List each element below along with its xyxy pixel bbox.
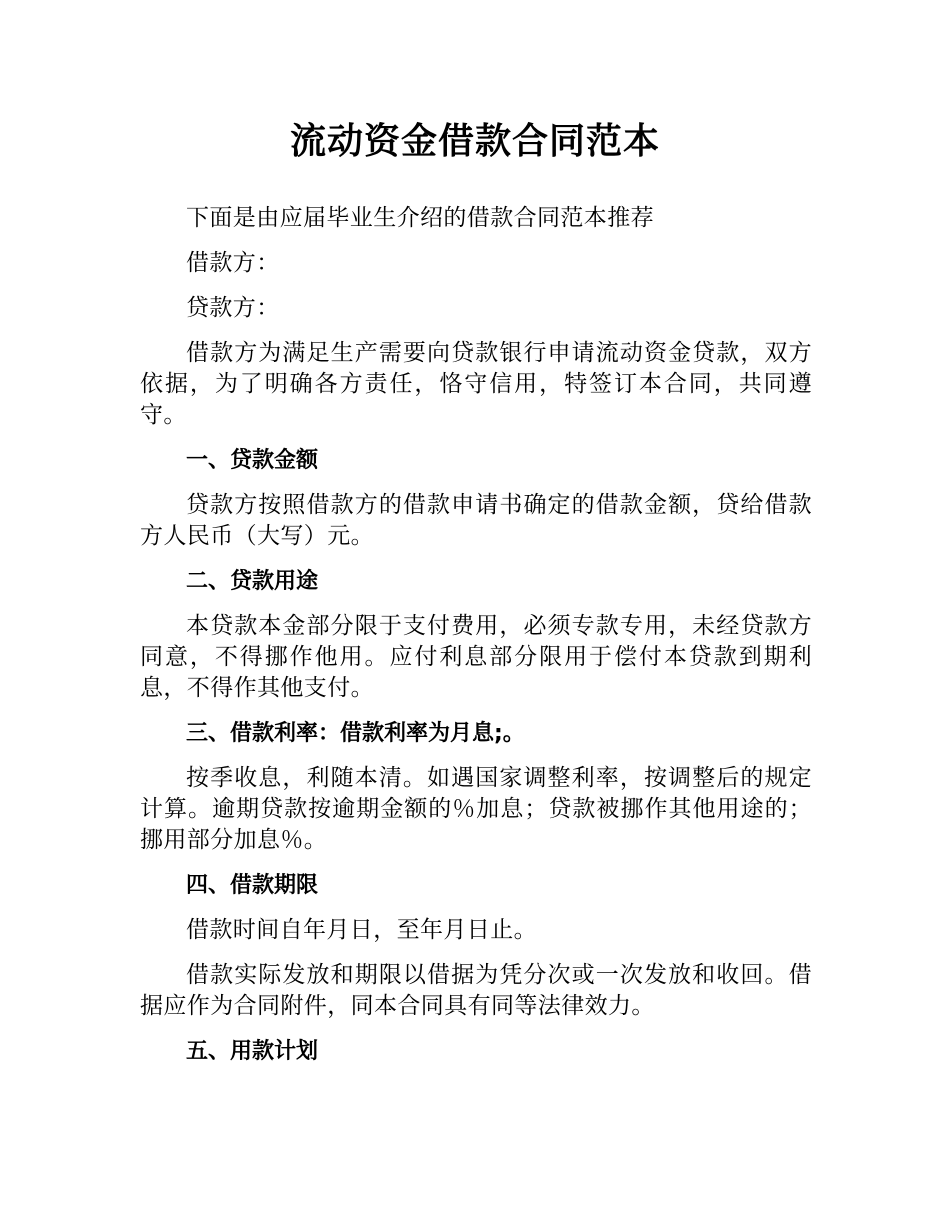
section-heading-interest-rate: 三、借款利率：借款利率为月息;。 [186, 721, 525, 746]
section-heading-loan-purpose: 二、贷款用途 [186, 569, 319, 594]
document-body [140, 203, 812, 1081]
loan-purpose-paragraph: 本贷款本金部分限于支付费用，必须专款专用，未经贷款方同意，不得挪作他用。应付利息部分限用于偿付本贷款到期利息，不得作其他支付。 [140, 613, 812, 701]
interest-rate-paragraph: 按季收息，利随本清。如遇国家调整利率，按调整后的规定计算。逾期贷款按逾期金额的％加息；贷款被挪作其他用途的；挪用部分加息％。 [140, 765, 812, 853]
document-title: 流动资金借款合同范本 [289, 121, 660, 162]
preamble-paragraph: 借款方为满足生产需要向贷款银行申请流动资金贷款，双方依据，为了明确各方责任，恪守信用，特签订本合同，共同遵守。 [140, 340, 812, 428]
loan-amount-paragraph: 贷款方按照借款方的借款申请书确定的借款金额，贷给借款方人民币（大写）元。 [140, 492, 812, 549]
section-heading-usage-plan: 五、用款计划 [186, 1039, 319, 1064]
intro-paragraph: 下面是由应届毕业生介绍的借款合同范本推荐 [186, 205, 654, 231]
lender-line: 贷款方： [186, 295, 280, 321]
section-heading-loan-amount: 一、贷款金额 [186, 448, 319, 473]
loan-term-paragraph: 借款时间自年月日，至年月日止。 [186, 917, 537, 943]
loan-disbursement-paragraph: 借款实际发放和期限以借据为凭分次或一次发放和收回。借据应作为合同附件，同本合同具有同等法律效力。 [140, 962, 812, 1019]
section-heading-loan-term: 四、借款期限 [186, 873, 319, 898]
borrower-line: 借款方： [186, 250, 280, 276]
